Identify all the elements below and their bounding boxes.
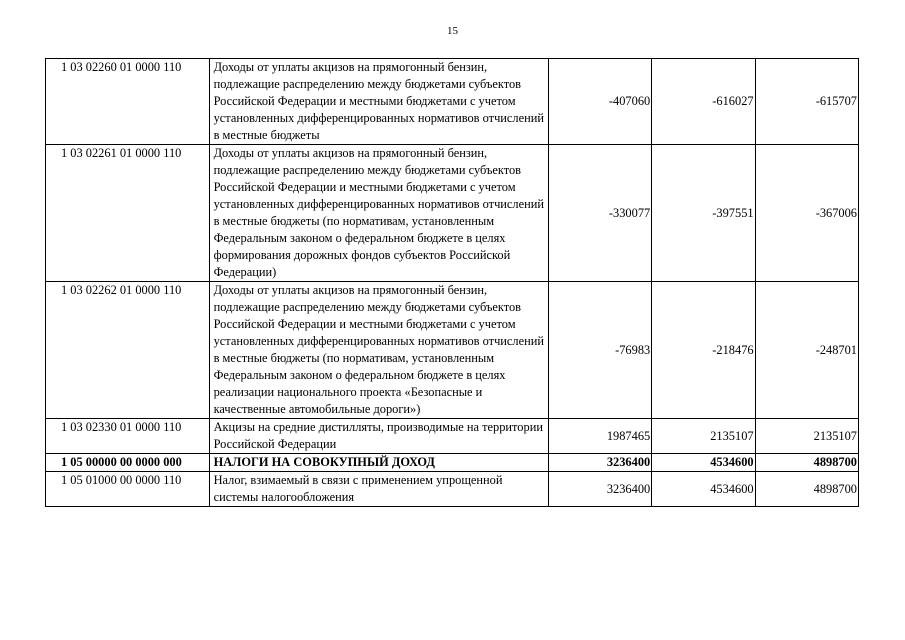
year1-amount-cell: 3236400	[548, 454, 651, 472]
year2-amount-cell: -616027	[652, 59, 755, 145]
year3-amount-cell: 2135107	[755, 419, 858, 454]
revenue-name-cell: Доходы от уплаты акцизов на прямогонный бензин, подлежащие распределению между бюджетами субъектов Российской Федерации и местными бюджетами с учетом установленных дифференцированных нормативов отчислений в местные бюджеты (по нормативам, установленным Федеральным законом о федеральном бюджете в целях формирования дорожных фондов субъектов Российской Федерации)	[209, 145, 548, 282]
table-row	[46, 145, 859, 282]
revenue-name-cell: Доходы от уплаты акцизов на прямогонный бензин, подлежащие распределению между бюджетами субъектов Российской Федерации и местными бюджетами с учетом установленных дифференцированных нормативов отчислений в местные бюджеты (по нормативам, установленным Федеральным законом о федеральном бюджете в целях реализации национального проекта «Безопасные и качественные автомобильные дороги»)	[209, 282, 548, 419]
table-row	[46, 472, 859, 507]
year2-amount-cell: -218476	[652, 282, 755, 419]
revenue-name-cell: Акцизы на средние дистилляты, производимые на территории Российской Федерации	[209, 419, 548, 454]
year1-amount-cell: 1987465	[548, 419, 651, 454]
budget-code-cell: 1 05 00000 00 0000 000	[46, 454, 210, 472]
year2-amount-cell: 4534600	[652, 454, 755, 472]
year1-amount-cell: 3236400	[548, 472, 651, 507]
revenue-name-cell: Доходы от уплаты акцизов на прямогонный бензин, подлежащие распределению между бюджетами субъектов Российской Федерации и местными бюджетами с учетом установленных дифференцированных нормативов отчислений в местные бюджеты	[209, 59, 548, 145]
year2-amount-cell: 2135107	[652, 419, 755, 454]
table-row	[46, 59, 859, 145]
year3-amount-cell: -367006	[755, 145, 858, 282]
table-row	[46, 282, 859, 419]
year3-amount-cell: -248701	[755, 282, 858, 419]
budget-revenue-table	[45, 58, 859, 507]
year1-amount-cell: -330077	[548, 145, 651, 282]
year3-amount-cell: 4898700	[755, 472, 858, 507]
year3-amount-cell: -615707	[755, 59, 858, 145]
revenue-name-cell: Налог, взимаемый в связи с применением упрощенной системы налогообложения	[209, 472, 548, 507]
budget-code-cell: 1 05 01000 00 0000 110	[46, 472, 210, 507]
table-row-section-total	[46, 454, 859, 472]
budget-code-cell: 1 03 02262 01 0000 110	[46, 282, 210, 419]
budget-code-cell: 1 03 02261 01 0000 110	[46, 145, 210, 282]
year1-amount-cell: -407060	[548, 59, 651, 145]
year1-amount-cell: -76983	[548, 282, 651, 419]
page-number: 15	[447, 25, 458, 37]
revenue-name-cell: НАЛОГИ НА СОВОКУПНЫЙ ДОХОД	[209, 454, 548, 472]
table-row	[46, 419, 859, 454]
year2-amount-cell: -397551	[652, 145, 755, 282]
budget-code-cell: 1 03 02330 01 0000 110	[46, 419, 210, 454]
year2-amount-cell: 4534600	[652, 472, 755, 507]
budget-code-cell: 1 03 02260 01 0000 110	[46, 59, 210, 145]
year3-amount-cell: 4898700	[755, 454, 858, 472]
